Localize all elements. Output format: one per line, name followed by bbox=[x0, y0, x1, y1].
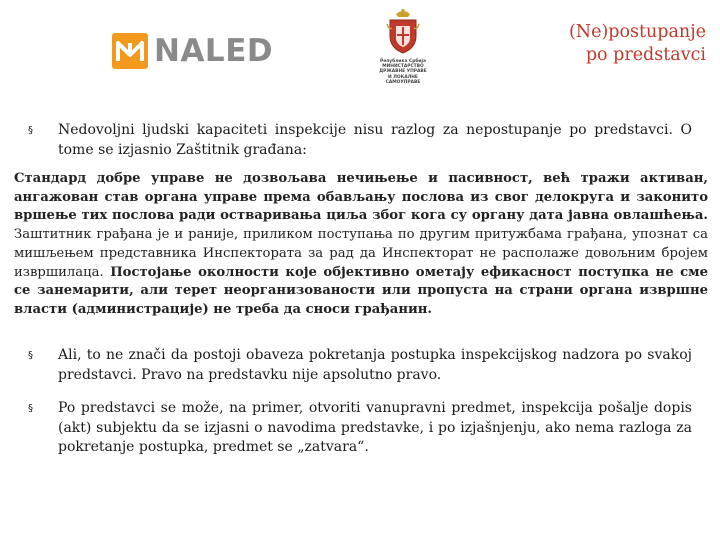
slide-title-line2: po predstavci bbox=[585, 45, 706, 65]
quote-bold-part: Стандард добре управе не дозвољава нечињење и пасивност, већ тражи активан, ангажован став органа управе према обављању послова из свог делокруга и законито вршење тих послова ради остваривања циља због кога су органу дата јавна овлашћења. bbox=[14, 171, 708, 224]
bullet-item bbox=[28, 346, 692, 385]
bullet-marker: § bbox=[28, 403, 33, 414]
bullet-text: Nedovoljni ljudski kapaciteti inspekcije nisu razlog za nepostupanje po predstavci. O tome se izjasnio Zaštitnik građana: bbox=[58, 122, 692, 158]
serbia-ministry-crest bbox=[375, 8, 431, 85]
bullet-text: Po predstavci se može, na primer, otvoriti vanupravni predmet, inspekcija pošalje dopis (akt) subjektu da se izjasni o navodima predstavke, i po izjašnjenju, ako nema razloga za pokretanje postupka, predmet se „zatvara“. bbox=[58, 400, 692, 455]
slide-title bbox=[569, 21, 706, 67]
coat-of-arms-icon bbox=[386, 8, 420, 54]
bullet-marker: § bbox=[28, 125, 33, 136]
ombudsman-quote bbox=[14, 170, 708, 320]
naled-logo bbox=[112, 33, 273, 69]
quote-normal-part: Заштитник грађана је и раније, приликом поступања по другим притужбама грађана, упознат са мишљењем представника Инспектората за рад да Инспекторат не располаже довољним бројем извршилаца. bbox=[14, 227, 708, 280]
bullet-item bbox=[28, 121, 692, 160]
quote-bold-part-2: Постојање околности које објективно ометају ефикасност поступка не сме се занемарити, али терет неорганизованости или пропуста на страни органа извршне власти (администрације) не треба да сноси грађанин. bbox=[14, 264, 708, 317]
bullet-item bbox=[28, 399, 692, 458]
bullet-marker: § bbox=[28, 350, 33, 361]
slide-title-line1: (Ne)postupanje bbox=[568, 22, 706, 42]
bullet-text: Ali, to ne znači da postoji obaveza pokretanja postupka inspekcijskog nadzora po svakoj predstavci. Pravo na predstavku nije apsolutno pravo. bbox=[58, 347, 692, 383]
naled-logo-text: NALED bbox=[154, 33, 274, 69]
naled-logo-icon bbox=[112, 33, 148, 69]
crest-caption: Република Србија МИНИСТАРСТВО ДРЖАВНЕ УПРАВЕ И ЛОКАЛНЕ САМОУПРАВЕ bbox=[379, 59, 427, 85]
header bbox=[0, 0, 720, 100]
